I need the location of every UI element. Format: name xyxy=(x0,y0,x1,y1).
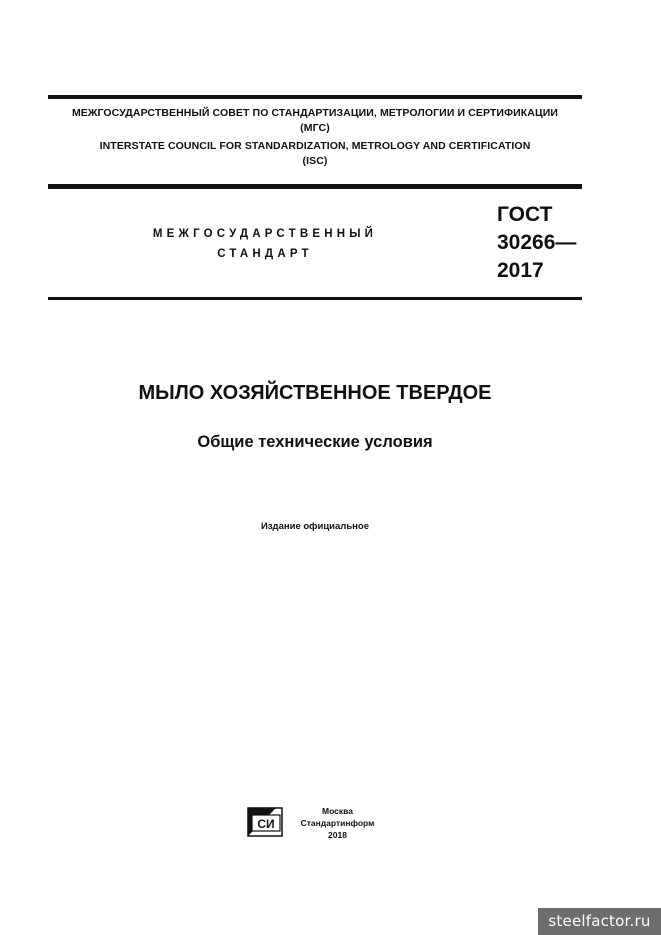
standard-code xyxy=(497,201,587,285)
standard-code-line2: 30266— xyxy=(497,231,577,254)
standard-type-line2: СТАНДАРТ xyxy=(217,248,313,260)
council-name-ru-line1: МЕЖГОСУДАРСТВЕННЫЙ СОВЕТ ПО СТАНДАРТИЗАЦИИ, МЕТРОЛОГИИ И СЕРТИФИКАЦИИ xyxy=(71,107,559,119)
middle-divider xyxy=(48,184,582,189)
standard-code-line3: 2017 xyxy=(497,259,544,282)
document-subtitle: Общие технические условия xyxy=(197,433,433,451)
document-title: МЫЛО ХОЗЯЙСТВЕННОЕ ТВЕРДОЕ xyxy=(138,382,492,404)
standard-type-line1: МЕЖГОСУДАРСТВЕННЫЙ xyxy=(152,228,378,240)
publisher-info xyxy=(290,805,385,841)
site-watermark: steelfactor.ru xyxy=(538,908,661,935)
top-divider xyxy=(48,95,582,99)
edition-note: Издание официальное xyxy=(261,521,369,532)
bottom-divider xyxy=(48,297,582,300)
council-name-ru xyxy=(48,106,582,136)
standard-code-line1: ГОСТ xyxy=(497,203,553,226)
publisher-name: Стандартинформ xyxy=(300,818,375,828)
publisher-city: Москва xyxy=(322,806,353,816)
publication-year: 2018 xyxy=(328,830,347,840)
standartinform-logo-icon xyxy=(246,806,284,838)
council-name-en xyxy=(48,139,582,169)
council-name-en-line1: INTERSTATE COUNCIL FOR STANDARDIZATION, METROLOGY AND CERTIFICATION xyxy=(99,140,531,152)
standard-type xyxy=(100,224,430,264)
logo-lettering: СИ xyxy=(257,817,275,831)
council-abbr-ru: (МГС) xyxy=(300,122,330,134)
council-abbr-en: (ISC) xyxy=(302,155,328,167)
